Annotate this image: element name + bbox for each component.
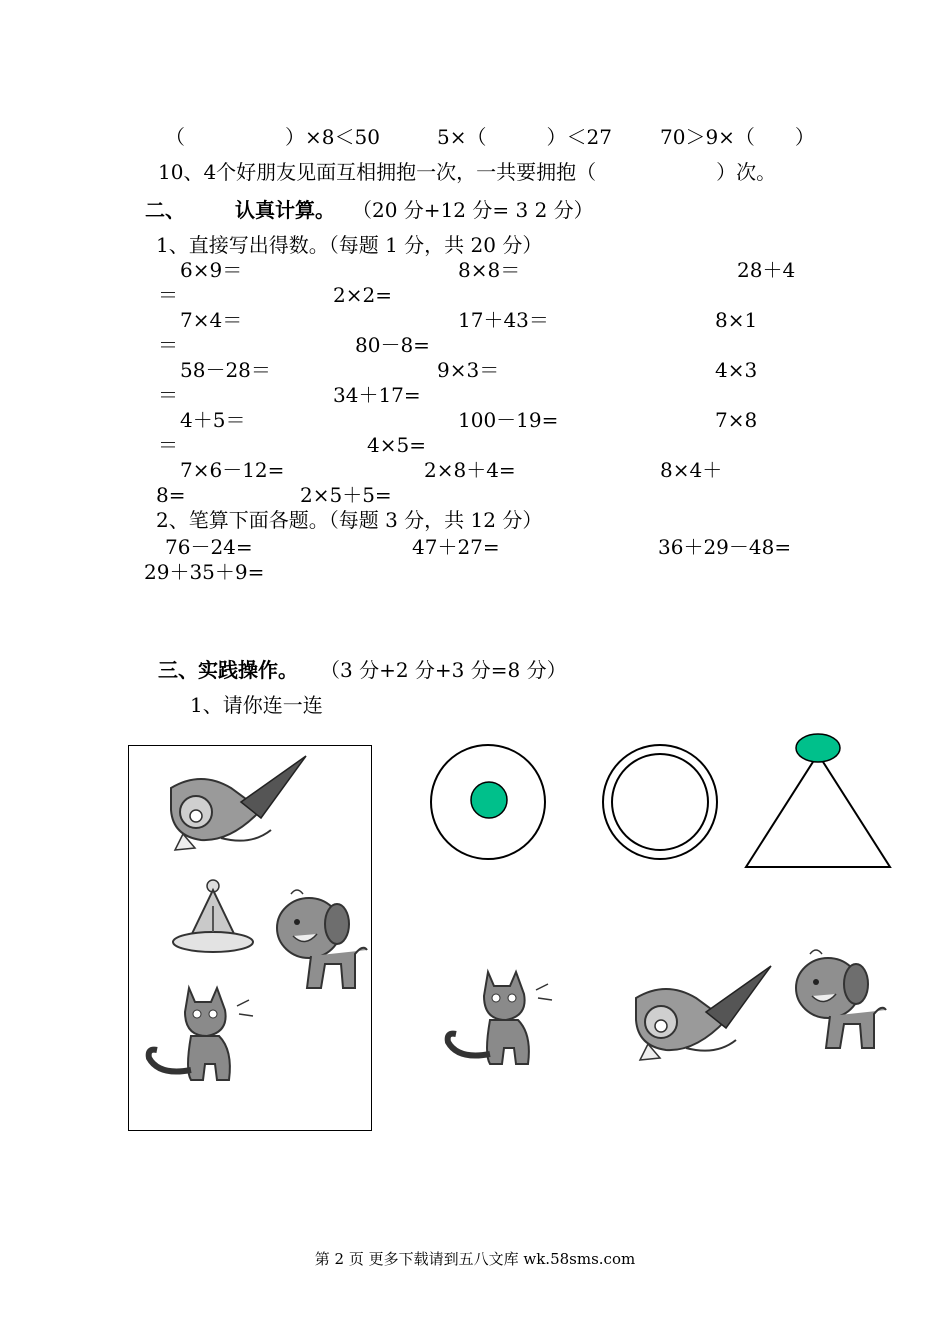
calc-item: 8×8＝	[458, 258, 521, 282]
calc-item: 4×5=	[367, 433, 426, 457]
question-10: 10、4个好朋友见面互相拥抱一次，一共要拥抱（ ）次。	[158, 160, 777, 184]
written-calc-item: 29＋35＋9=	[144, 560, 265, 584]
calc-item: 58－28＝	[180, 358, 271, 382]
calc-item: ＝	[158, 333, 178, 357]
calc-item: 2×8＋4=	[424, 458, 516, 482]
calc-item: 17＋43＝	[458, 308, 549, 332]
calc-item: 4×3	[715, 358, 758, 382]
triangle-with-dot-shape	[742, 730, 894, 870]
dog-icon	[790, 944, 890, 1054]
calc-item: 28＋4	[737, 258, 796, 282]
section-2-q2: 2、笔算下面各题。（每题 3 分，共 12 分）	[156, 508, 543, 532]
bird-icon	[626, 960, 776, 1068]
picture-box	[128, 745, 372, 1131]
calc-item: 6×9＝	[180, 258, 243, 282]
section-2-score: （20 分+12 分= 3 2 分）	[352, 198, 594, 222]
calc-item: 7×8	[715, 408, 758, 432]
cone-hat-icon	[169, 876, 255, 956]
circle-with-dot-shape	[428, 743, 548, 861]
dog-icon	[271, 884, 371, 994]
calc-item: 2×5＋5=	[300, 483, 392, 507]
calc-item: 9×3＝	[437, 358, 500, 382]
calc-item: 4＋5＝	[180, 408, 246, 432]
section-2-title: 认真计算。	[235, 198, 335, 222]
calc-item: 7×4＝	[180, 308, 243, 332]
calc-item: ＝	[158, 433, 178, 457]
calc-item: ＝	[158, 283, 178, 307]
section-3-title: 三、实践操作。	[158, 658, 298, 682]
page-footer: 第 2 页 更多下载请到五八文库 wk.58sms.com	[314, 1250, 636, 1268]
calc-item: 8×1	[715, 308, 758, 332]
compare-blank-2: 5×（ ）＜27	[437, 125, 612, 149]
written-calc-item: 47＋27=	[412, 535, 500, 559]
calc-item: 8×4＋	[660, 458, 723, 482]
double-ring-shape	[600, 743, 720, 861]
calc-item: 80－8=	[355, 333, 430, 357]
section-2-number: 二、	[145, 198, 185, 222]
calc-item: 100－19=	[458, 408, 559, 432]
section-3-score: （3 分+2 分+3 分=8 分）	[320, 658, 567, 682]
calc-item: 2×2=	[333, 283, 392, 307]
cat-icon	[444, 964, 564, 1072]
compare-blank-3: 70＞9×（ ）	[660, 125, 815, 149]
calc-item: 8=	[156, 483, 186, 507]
calc-item: ＝	[158, 383, 178, 407]
section-2-q1: 1、直接写出得数。（每题 1 分，共 20 分）	[156, 233, 543, 257]
written-calc-item: 76－24=	[165, 535, 253, 559]
written-calc-item: 36＋29－48=	[658, 535, 792, 559]
bird-icon	[161, 750, 311, 858]
calc-item: 34＋17=	[333, 383, 421, 407]
calc-item: 7×6－12=	[180, 458, 285, 482]
section-3-q1: 1、请你连一连	[190, 693, 323, 717]
compare-blank-1: （ ）×8＜50	[165, 125, 380, 149]
cat-icon	[145, 980, 265, 1088]
